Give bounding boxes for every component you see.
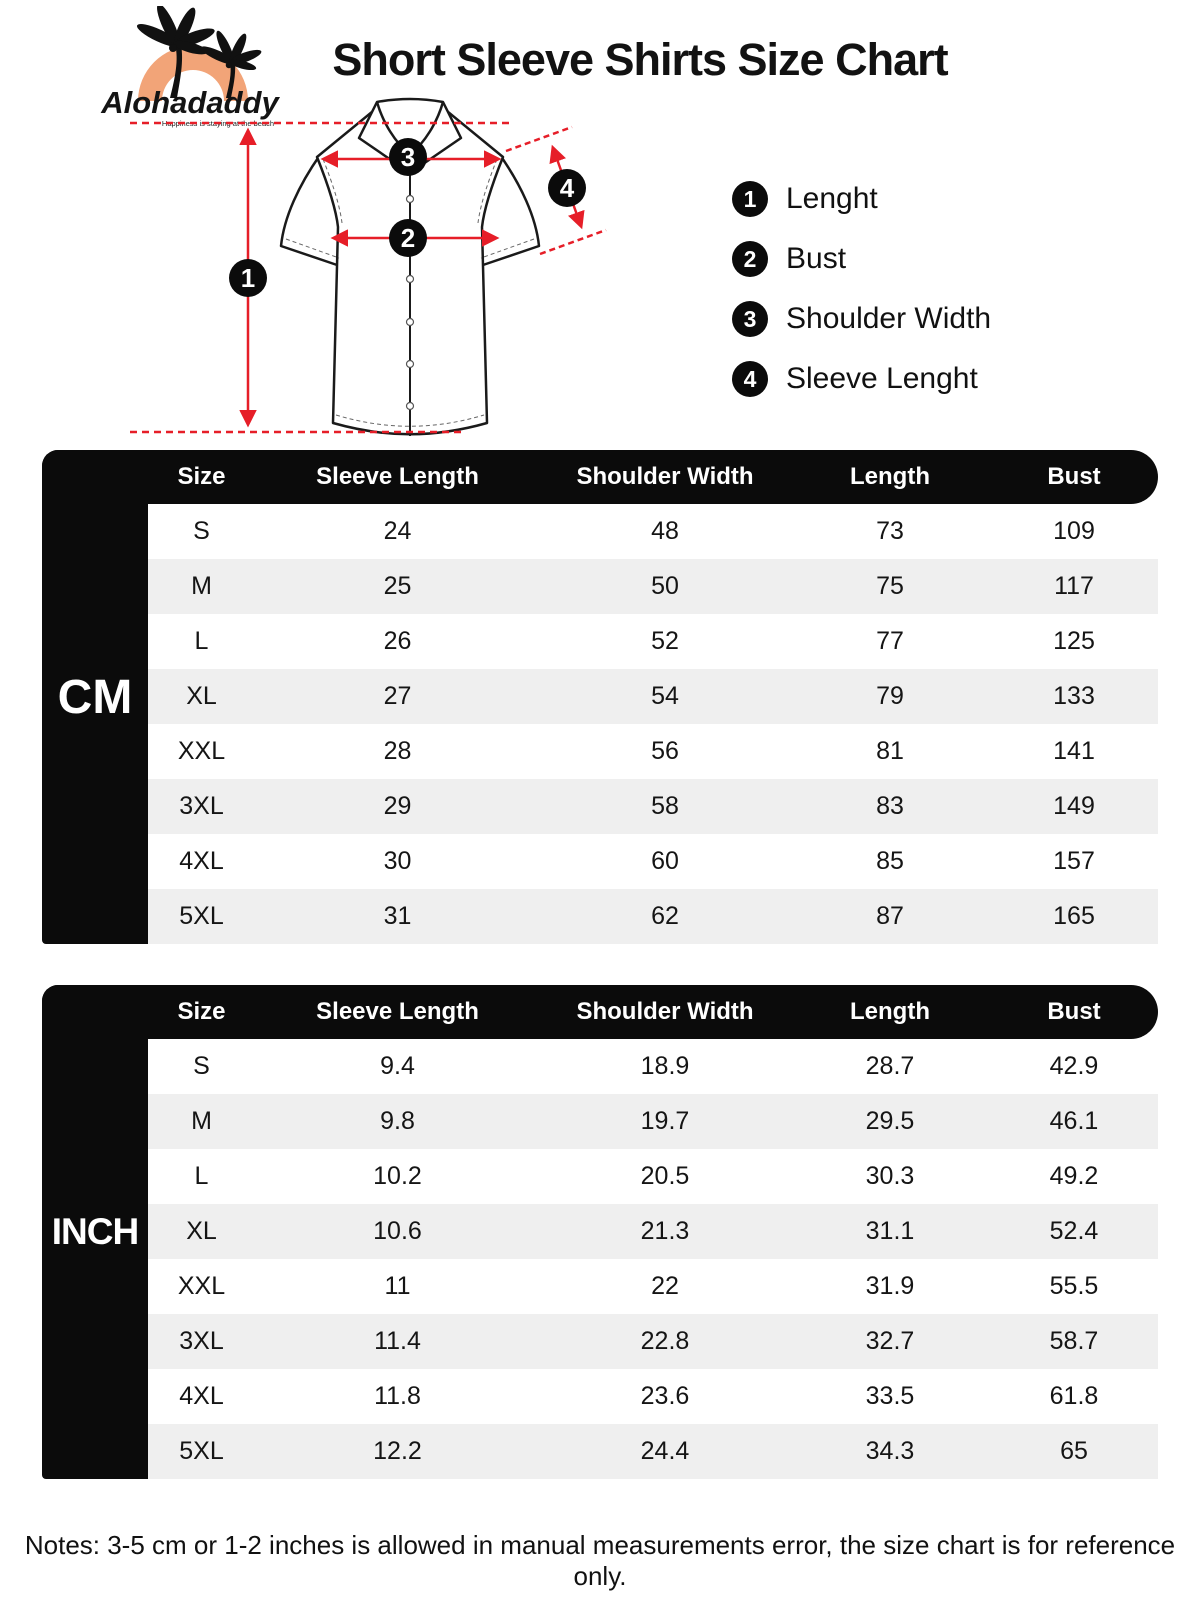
value-cell: 31: [383, 902, 412, 930]
value-cell: 30.3: [865, 1162, 915, 1190]
value-cell: 24.4: [640, 1437, 690, 1465]
value-cell: 60: [651, 847, 679, 875]
value-cell: 62: [651, 902, 679, 930]
table-row: [148, 1149, 1158, 1204]
value-cell: 85: [876, 847, 904, 875]
value-cell: 10.2: [373, 1162, 422, 1190]
legend-badge-1: 1: [732, 181, 768, 217]
value-cell: 29: [383, 792, 412, 820]
value-cell: 52.4: [1049, 1217, 1099, 1245]
value-cell: 9.8: [380, 1107, 415, 1135]
legend-label-bust: Bust: [786, 242, 847, 275]
size-cell: 5XL: [179, 1437, 224, 1465]
value-cell: 33.5: [865, 1382, 915, 1410]
value-cell: 65: [1060, 1437, 1088, 1465]
value-cell: 133: [1053, 682, 1095, 710]
size-cell: S: [193, 1052, 210, 1080]
value-cell: 32.7: [865, 1327, 915, 1355]
unit-band-inch: [42, 985, 148, 1479]
table-row: [148, 1369, 1158, 1424]
table-row: [148, 1424, 1158, 1479]
value-cell: 49.2: [1049, 1162, 1099, 1190]
table-row: [148, 1039, 1158, 1094]
legend-item-sleeve-length: [732, 358, 991, 400]
value-cell: 73: [876, 517, 904, 545]
value-cell: 52: [651, 627, 679, 655]
size-cell: S: [193, 517, 210, 545]
col-header-shoulder-width: Shoulder Width: [576, 998, 754, 1025]
value-cell: 20.5: [640, 1162, 690, 1190]
inch-table-header: [42, 985, 1158, 1039]
col-header-sleeve-length: Sleeve Length: [316, 463, 479, 490]
value-cell: 29.5: [865, 1107, 915, 1135]
shirt-measurement-diagram: [120, 95, 620, 453]
footnote: Notes: 3-5 cm or 1-2 inches is allowed in manual measurements error, the size chart is for reference only.: [24, 1530, 1176, 1591]
legend-badge-3: 3: [732, 301, 768, 337]
value-cell: 61.8: [1049, 1382, 1099, 1410]
table-row: [148, 724, 1158, 779]
header-spacer: [42, 985, 148, 1039]
value-cell: 34.3: [865, 1437, 915, 1465]
diagram-badge-4: 4: [559, 173, 575, 203]
unit-label-inch: INCH: [51, 1211, 139, 1252]
value-cell: 25: [383, 572, 412, 600]
legend-badge-4: 4: [732, 361, 768, 397]
table-row: [148, 504, 1158, 559]
table-row: [148, 889, 1158, 944]
size-cell: L: [194, 1162, 209, 1190]
header-spacer: [42, 450, 148, 504]
legend-label-length: Lenght: [786, 182, 878, 215]
diagram-badge-2: 2: [400, 223, 416, 253]
unit-band-cm: [42, 450, 148, 944]
value-cell: 109: [1053, 517, 1095, 545]
value-cell: 117: [1054, 572, 1094, 600]
value-cell: 48: [651, 517, 679, 545]
col-header-sleeve-length: Sleeve Length: [316, 998, 479, 1025]
value-cell: 42.9: [1049, 1052, 1099, 1080]
table-row: [148, 1259, 1158, 1314]
legend-label-sleeve-length: Sleeve Lenght: [786, 362, 978, 395]
value-cell: 10.6: [373, 1217, 422, 1245]
cm-size-table: [42, 450, 1158, 944]
value-cell: 11.4: [374, 1327, 421, 1355]
value-cell: 22: [651, 1272, 679, 1300]
table-row: [148, 834, 1158, 889]
value-cell: 24: [383, 517, 412, 545]
value-cell: 77: [876, 627, 904, 655]
value-cell: 23.6: [640, 1382, 690, 1410]
legend-badge-2: 2: [732, 241, 768, 277]
legend-item-shoulder-width: [732, 298, 991, 340]
table-row: [148, 779, 1158, 834]
value-cell: 56: [651, 737, 679, 765]
cm-table-body: [148, 504, 1158, 944]
col-header-size: Size: [177, 998, 226, 1025]
value-cell: 58.7: [1049, 1327, 1099, 1355]
brand-name: Alohadaddy: [101, 85, 279, 120]
value-cell: 157: [1053, 847, 1095, 875]
value-cell: 21.3: [640, 1217, 690, 1245]
value-cell: 83: [876, 792, 904, 820]
table-row: [148, 669, 1158, 724]
table-row: [148, 1314, 1158, 1369]
value-cell: 28: [383, 737, 412, 765]
legend-label-shoulder-width: Shoulder Width: [786, 302, 992, 335]
unit-label-cm: CM: [57, 670, 133, 724]
value-cell: 11.8: [374, 1382, 421, 1410]
value-cell: 22.8: [640, 1327, 690, 1355]
size-cell: 4XL: [179, 847, 224, 875]
col-header-length: Length: [850, 998, 930, 1025]
size-cell: XXL: [177, 737, 226, 765]
value-cell: 87: [876, 902, 904, 930]
size-cell: XL: [186, 682, 217, 710]
size-cell: 5XL: [179, 902, 224, 930]
table-row: [148, 614, 1158, 669]
col-header-shoulder-width: Shoulder Width: [576, 463, 754, 490]
value-cell: 75: [876, 572, 904, 600]
value-cell: 19.7: [640, 1107, 690, 1135]
page-title: Short Sleeve Shirts Size Chart: [332, 34, 948, 85]
cm-table-header: [42, 450, 1158, 504]
col-header-length: Length: [850, 463, 930, 490]
value-cell: 46.1: [1049, 1107, 1099, 1135]
size-cell: M: [191, 572, 212, 600]
table-row: [148, 559, 1158, 614]
size-cell: M: [191, 1107, 212, 1135]
diagram-badge-1: 1: [240, 263, 256, 293]
col-header-bust: Bust: [1047, 463, 1101, 490]
size-cell: XL: [186, 1217, 217, 1245]
value-cell: 26: [383, 627, 412, 655]
diagram-badge-3: 3: [400, 142, 416, 172]
value-cell: 9.4: [380, 1052, 415, 1080]
value-cell: 12.2: [373, 1437, 422, 1465]
value-cell: 50: [651, 572, 679, 600]
value-cell: 79: [876, 682, 904, 710]
value-cell: 125: [1053, 627, 1095, 655]
measurement-legend: [732, 178, 991, 418]
sleeve-top-guide: [506, 127, 572, 151]
sleeve-bottom-guide: [540, 230, 606, 254]
size-cell: 3XL: [179, 792, 224, 820]
table-row: [148, 1204, 1158, 1259]
value-cell: 165: [1053, 902, 1095, 930]
value-cell: 18.9: [640, 1052, 690, 1080]
value-cell: 81: [876, 737, 904, 765]
value-cell: 141: [1053, 737, 1095, 765]
inch-table-body: [148, 1039, 1158, 1479]
value-cell: 28.7: [865, 1052, 915, 1080]
col-header-bust: Bust: [1047, 998, 1101, 1025]
brand-tagline: Happiness is staying at the beach: [161, 119, 275, 128]
value-cell: 54: [651, 682, 679, 710]
value-cell: 58: [651, 792, 679, 820]
legend-item-bust: [732, 238, 991, 280]
value-cell: 31.1: [865, 1217, 915, 1245]
size-cell: 3XL: [179, 1327, 224, 1355]
size-cell: XXL: [177, 1272, 226, 1300]
value-cell: 55.5: [1049, 1272, 1099, 1300]
size-cell: L: [194, 627, 209, 655]
value-cell: 11: [384, 1272, 411, 1300]
legend-item-length: [732, 178, 991, 220]
value-cell: 31.9: [865, 1272, 915, 1300]
col-header-size: Size: [177, 463, 226, 490]
size-cell: 4XL: [179, 1382, 224, 1410]
value-cell: 149: [1053, 792, 1095, 820]
table-row: [148, 1094, 1158, 1149]
value-cell: 27: [383, 682, 412, 710]
value-cell: 30: [383, 847, 412, 875]
inch-size-table: [42, 985, 1158, 1479]
